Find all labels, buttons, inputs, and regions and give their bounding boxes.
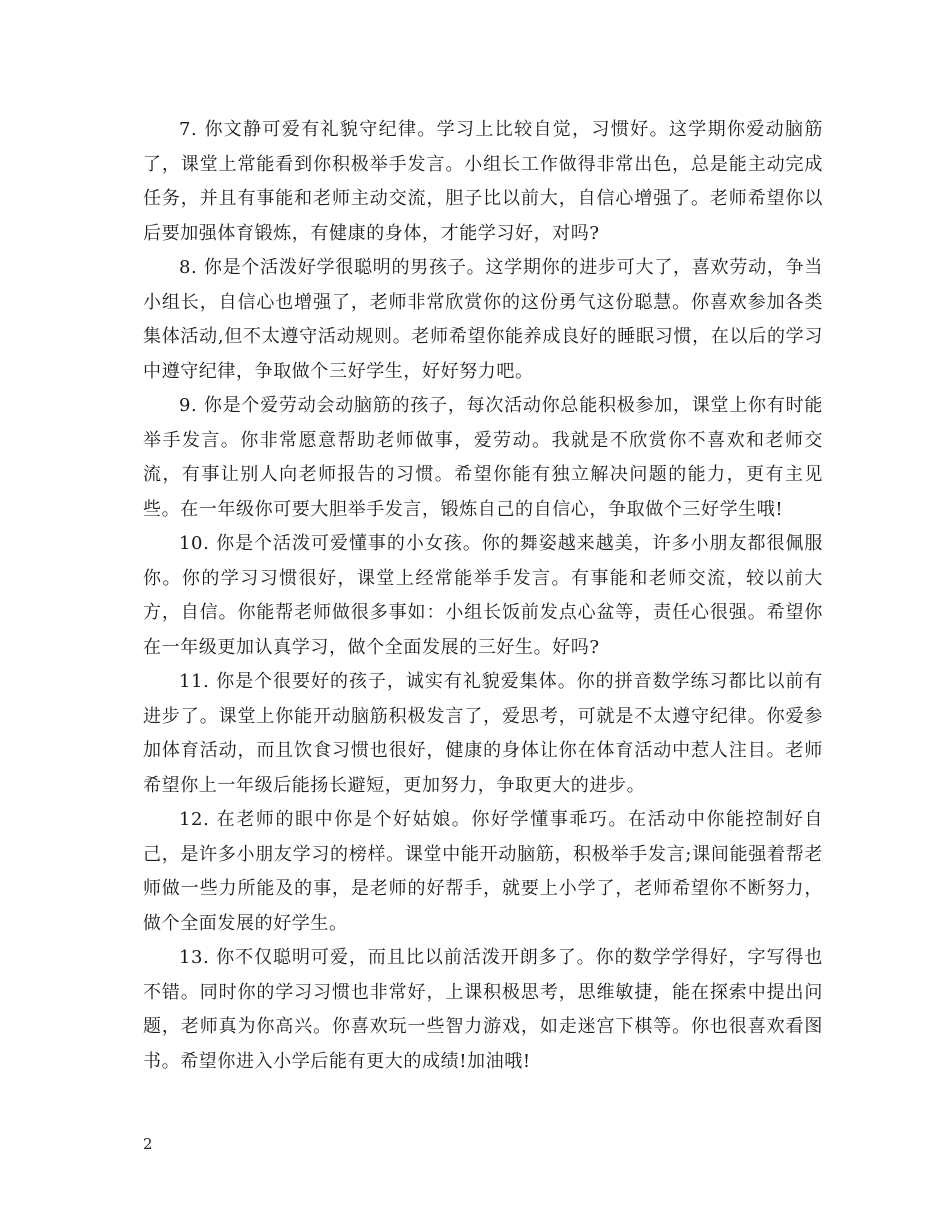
- paragraph-7: 7. 你文静可爱有礼貌守纪律。学习上比较自觉，习惯好。这学期你爱动脑筋了，课堂上常能看到你积极举手发言。小组长工作做得非常出色，总是能主动完成任务，并且有事能和老师主动交流，胆子比以前大，自信心增强了。老师希望你以后要加强体育锻炼，有健康的身体，才能学习好，对吗?: [143, 119, 823, 244]
- paragraph-11: 11. 你是个很要好的孩子，诚实有礼貌爱集体。你的拼音数学练习都比以前有进步了。课堂上你能开动脑筋积极发言了，爱思考，可就是不太遵守纪律。你爱参加体育活动，而且饮食习惯也很好，健康的身体让你在体育活动中惹人注目。老师希望你上一年级后能扬长避短，更加努力，争取更大的进步。: [143, 671, 823, 796]
- paragraph-8: 8. 你是个活泼好学很聪明的男孩子。这学期你的进步可大了，喜欢劳动，争当小组长，自信心也增强了，老师非常欣赏你的这份勇气这份聪慧。你喜欢参加各类集体活动,但不太遵守活动规则。老师希望你能养成良好的睡眠习惯，在以后的学习中遵守纪律，争取做个三好学生，好好努力吧。: [143, 257, 823, 382]
- paragraph-10: 10. 你是个活泼可爱懂事的小女孩。你的舞姿越来越美，许多小朋友都很佩服你。你的学习习惯很好，课堂上经常能举手发言。有事能和老师交流，较以前大方，自信。你能帮老师做很多事如：小组长饭前发点心盆等，责任心很强。希望你在一年级更加认真学习，做个全面发展的三好生。好吗?: [143, 533, 823, 658]
- page-number: 2: [143, 1135, 153, 1153]
- paragraph-9: 9. 你是个爱劳动会动脑筋的孩子，每次活动你总能积极参加，课堂上你有时能举手发言。你非常愿意帮助老师做事，爱劳动。我就是不欣赏你不喜欢和老师交流，有事让别人向老师报告的习惯。希望你能有独立解决问题的能力，更有主见些。在一年级你可要大胆举手发言，锻炼自己的自信心，争取做个三好学生哦!: [143, 395, 823, 520]
- document-body: [143, 113, 823, 1079]
- paragraph-13: 13. 你不仅聪明可爱，而且比以前活泼开朗多了。你的数学学得好，字写得也不错。同时你的学习习惯也非常好，上课积极思考，思维敏捷，能在探索中提出问题，老师真为你高兴。你喜欢玩一些智力游戏，如走迷宫下棋等。你也很喜欢看图书。希望你进入小学后能有更大的成绩!加油哦!: [143, 947, 823, 1072]
- paragraph-12: 12. 在老师的眼中你是个好姑娘。你好学懂事乖巧。在活动中你能控制好自己，是许多小朋友学习的榜样。课堂中能开动脑筋，积极举手发言;课间能强着帮老师做一些力所能及的事，是老师的好帮手，就要上小学了，老师希望你不断努力，做个全面发展的好学生。: [143, 809, 823, 934]
